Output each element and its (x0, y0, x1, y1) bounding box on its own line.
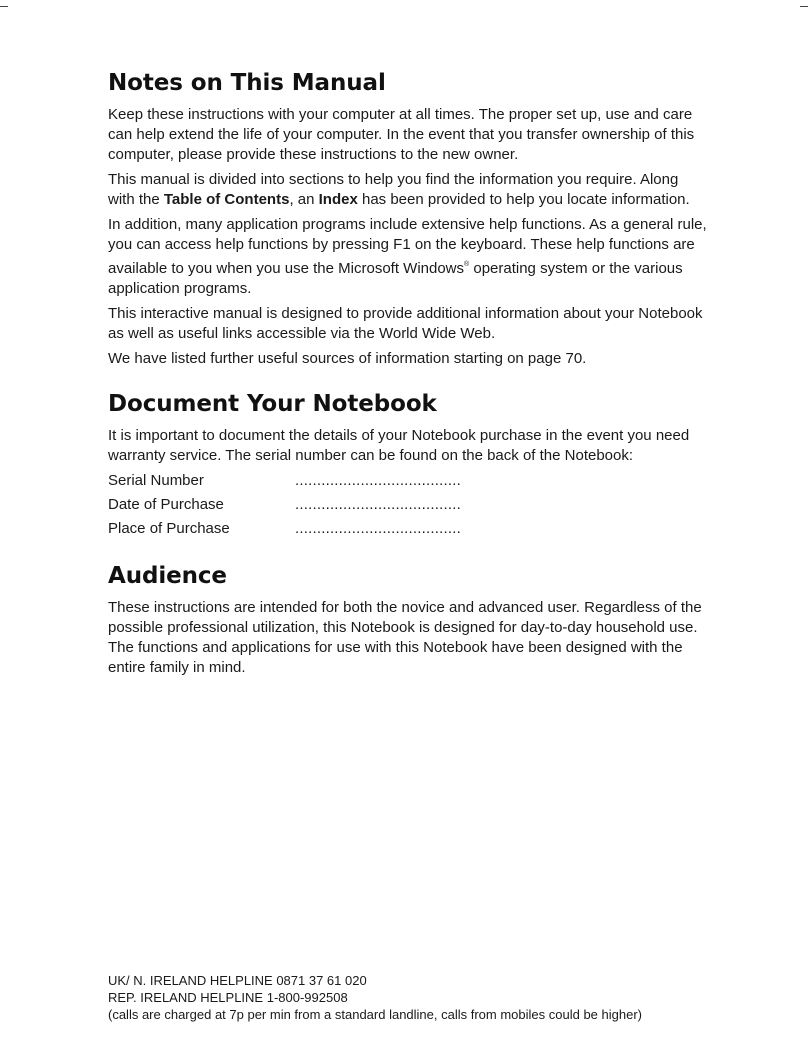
notes-paragraph-5: We have listed further useful sources of information starting on page 70. (108, 350, 587, 367)
crop-mark-left (0, 6, 8, 7)
notes-paragraph-4: This interactive manual is designed to provide additional information about your Notebook as well as useful links accessible via the World Wide Web. (108, 305, 703, 342)
document-heading: Document Your Notebook (108, 391, 437, 417)
page-content (108, 70, 708, 683)
place-of-purchase-label: Place of Purchase (108, 520, 230, 537)
notes-p3-text-a: In addition, many application programs include extensive help functions. As a general rule, you can access help functions by pressing F1 on the keyboard. These help functions are available to you when you use the Microsoft Windows (108, 216, 707, 277)
table-of-contents-ref: Table of Contents (163, 191, 290, 208)
footer-line-ireland: REP. IRELAND HELPLINE 1-800-992508 (108, 990, 348, 1005)
notes-heading: Notes on This Manual (108, 70, 386, 96)
section-audience (108, 563, 708, 678)
footer-line-uk: UK/ N. IRELAND HELPLINE 0871 37 61 020 (108, 973, 367, 988)
footer-helpline (108, 972, 748, 1023)
section-document (108, 391, 708, 541)
document-intro: It is important to document the details of your Notebook purchase in the event you need warranty service. The serial number can be found on the back of the Notebook: (108, 427, 690, 464)
date-of-purchase-label: Date of Purchase (108, 496, 224, 513)
audience-heading: Audience (108, 563, 227, 589)
place-of-purchase-blank: ...................................... (295, 520, 461, 537)
notes-paragraph-2 (108, 170, 708, 210)
date-of-purchase-blank: ...................................... (295, 496, 461, 513)
notes-p2-text-c: has been provided to help you locate information. (357, 191, 690, 208)
notes-p3-text-b: operating system or the various application programs. (108, 260, 683, 297)
date-of-purchase-row (108, 493, 708, 517)
notes-paragraph-3 (108, 215, 708, 299)
notes-p2-text-a: This manual is divided into sections to help you find the information you require. Along with the (108, 171, 679, 208)
serial-number-row (108, 469, 708, 493)
crop-mark-right (800, 6, 808, 7)
index-ref: Index (318, 191, 358, 208)
serial-number-blank: ...................................... (295, 472, 461, 489)
audience-text: These instructions are intended for both the novice and advanced user. Regardless of the possible professional utilization, this Notebook is designed for day-to-day household use. The functions and applications for use with this Notebook have been designed with the entire family in mind. (108, 599, 702, 676)
notes-paragraph-1: Keep these instructions with your computer at all times. The proper set up, use and care can help extend the life of your computer. In the event that you transfer ownership of this computer, please provide these instructions to the new owner. (108, 106, 695, 163)
section-notes (108, 70, 708, 369)
notes-p2-text-b: , an (289, 191, 319, 208)
place-of-purchase-row (108, 517, 708, 541)
serial-number-label: Serial Number (108, 472, 204, 489)
footer-line-charges: (calls are charged at 7p per min from a standard landline, calls from mobiles could be higher) (108, 1007, 642, 1022)
registered-mark: ® (464, 261, 470, 268)
